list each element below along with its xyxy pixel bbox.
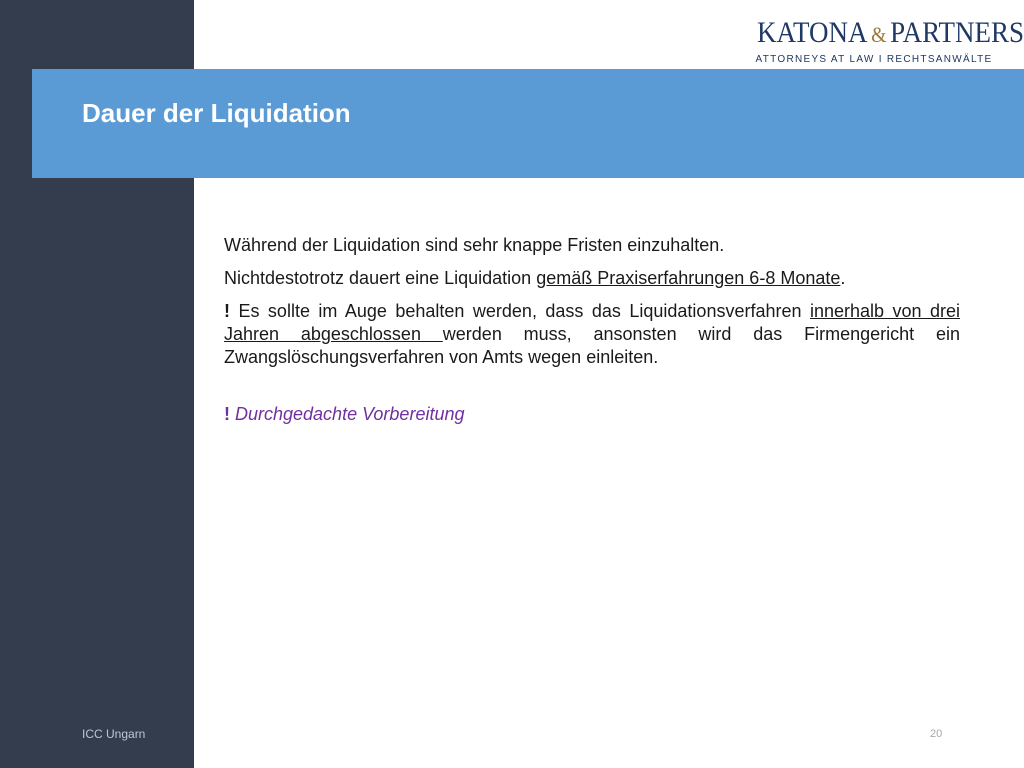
duration-text-after: . <box>840 268 846 288</box>
footer-label: ICC Ungarn <box>82 727 146 741</box>
preparation-text: Durchgedachte Vorbereitung <box>230 404 465 424</box>
company-logo <box>744 16 1024 65</box>
paragraph-deadline-warning <box>224 300 960 369</box>
warning-text-before: Es sollte im Auge behalten werden, dass das Liquidationsverfahren <box>230 301 810 321</box>
logo-name-left: KATONA <box>757 16 868 49</box>
duration-text-before: Nichtdestotrotz dauert eine Liquidation <box>224 268 537 288</box>
paragraph-preparation <box>224 403 960 426</box>
logo-tagline: ATTORNEYS AT LAW I RECHTSANWÄLTE <box>755 54 993 65</box>
paragraph-duration <box>224 267 960 290</box>
duration-underlined-text: gemäß Praxiserfahrungen 6-8 Monate <box>536 268 841 288</box>
logo-wordmark <box>757 16 1024 52</box>
paragraph-deadlines: Während der Liquidation sind sehr knappe Fristen einzuhalten. <box>224 235 725 255</box>
warning-underlined-text: innerhalb von drei Jahren abgeschlossen <box>224 301 960 344</box>
slide-body <box>224 234 960 436</box>
warning-text-after: werden muss, ansonsten wird das Firmengericht ein Zwangslöschungsverfahren von Amts wegen einleiten. <box>224 324 960 367</box>
warning-exclamation: ! <box>224 301 230 321</box>
logo-ampersand: & <box>871 22 887 47</box>
preparation-exclamation: ! <box>224 404 230 424</box>
page-number: 20 <box>930 728 943 740</box>
slide-title: Dauer der Liquidation <box>82 98 351 128</box>
logo-name-right: PARTNERS <box>890 16 1024 49</box>
